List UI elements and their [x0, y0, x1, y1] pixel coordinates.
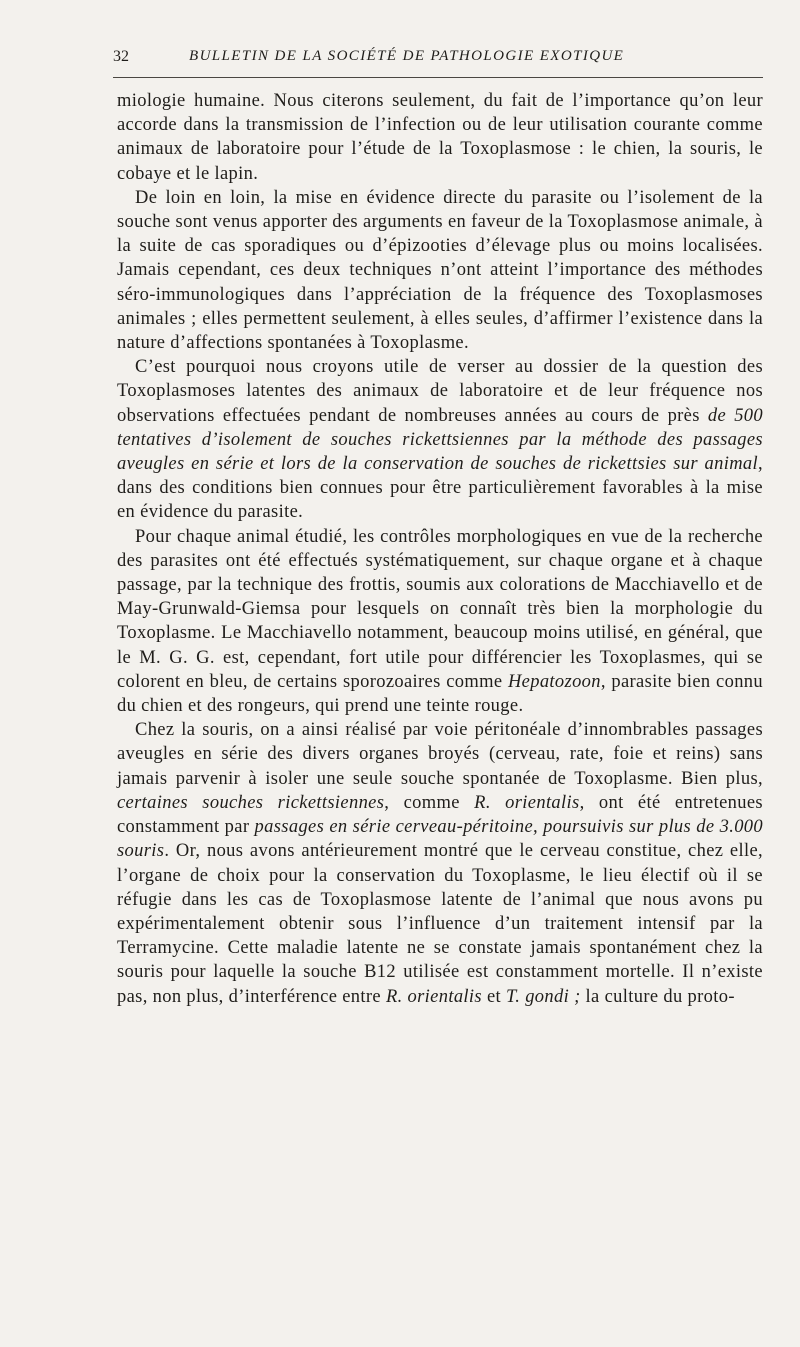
text-run: , comme	[384, 792, 475, 813]
paragraph-2	[117, 186, 763, 355]
paragraph-3	[117, 355, 763, 524]
paragraph-4	[117, 525, 763, 719]
text-run: Chez la souris, on a ainsi réalisé par voie péritonéale d’innombrables passages aveugles en série des divers organes broyés (cerveau, rate, foie et reins) sans jamais parvenir à isoler une seule souche spontanée de Toxoplasme. Bien plus,	[117, 720, 763, 789]
italic-run: passages en série cerveau-péritoine, poursuivis sur plus de 3.000 souris	[117, 817, 763, 862]
italic-run: R. orientalis	[474, 792, 580, 813]
paragraph-1	[117, 89, 763, 186]
text-run: , dans des conditions bien connues pour être particulièrement favorables à la mise en évidence du parasite.	[117, 454, 763, 523]
page-number: 32	[113, 48, 129, 65]
text-run: , ont été entretenues constamment par	[117, 792, 763, 838]
text-run: C’est pourquoi nous croyons utile de verser au dossier de la question des Toxoplasmoses latentes des animaux de laboratoire et de leur fréquence nos observations effectuées pendant de nombreuses années au cours de près	[117, 357, 763, 426]
header-rule	[113, 77, 763, 78]
paragraph-5	[117, 718, 763, 1008]
running-header	[113, 44, 763, 74]
running-title: BULLETIN DE LA SOCIÉTÉ DE PATHOLOGIE EXOTIQUE	[189, 48, 625, 64]
text-run: la culture du proto-	[580, 986, 735, 1007]
text-run: De loin en loin, la mise en évidence directe du parasite ou l’isolement de la souche sont venus apporter des arguments en faveur de la Toxoplasmose animale, à la suite de cas sporadiques ou d’épizooties d’élevage plus ou moins localisées. Jamais cependant, ces deux techniques n’ont atteint l’importance des méthodes séro-immunologiques dans l’appréciation de la fréquence des Toxoplasmoses animales ; elles permettent seulement, à elles seules, d’affirmer l’existence dans la nature d’affections spontanées à Toxoplasme.	[117, 187, 763, 354]
text-run: . Or, nous avons antérieurement montré que le cerveau constitue, chez elle, l’organe de choix pour la conservation du Toxoplasme, le lieu électif où il se réfugie dans les cas de Toxoplasmose latente de l’animal que nous avons pu expérimentalement obtenir sous l’influence d’un traitement intensif par la Terramycine. Cette maladie latente ne se constate jamais spontanément chez la souris pour laquelle la souche B12 utilisée est constamment mortelle. Il n’existe pas, non plus, d’interférence entre	[117, 841, 763, 1007]
italic-run: T. gondi ;	[505, 986, 581, 1007]
text-run: Pour chaque animal étudié, les contrôles morphologiques en vue de la recherche des parasites ont été effectués systématiquement, sur chaque organe et à chaque passage, par la technique des frottis, soumis aux colorations de Macchiavello et de May-Grunwald-Giemsa pour lesquels on connaît très bien la morphologie du Toxoplasme. Le Macchiavello notamment, beaucoup moins utilisé, en général, que le M. G. G. est, cependant, fort utile pour différencier les Toxoplasmes, qui se colorent en bleu, de certains sporozoaires comme	[117, 526, 763, 692]
italic-run: certaines souches rickettsiennes	[117, 792, 385, 813]
italic-run: de 500 tentatives d’isolement de souches rickettsiennes par la méthode des passages aveugles en série et lors de la conservation de souches de rickettsies sur animal	[117, 405, 764, 475]
body-text	[117, 89, 763, 1009]
text-run: et	[481, 986, 506, 1007]
text-run: , parasite bien connu du chien et des rongeurs, qui prend une teinte rouge.	[117, 671, 763, 717]
text-run: miologie humaine. Nous citerons seulement, du fait de l’importance qu’on leur accorde dans la transmission de l’infection ou de leur utilisation courante comme animaux de laboratoire pour l’étude de la Toxoplasmose : le chien, la souris, le cobaye et le lapin.	[117, 91, 763, 184]
italic-run: R. orientalis	[385, 986, 482, 1007]
italic-run: Hepatozoon	[507, 671, 601, 692]
